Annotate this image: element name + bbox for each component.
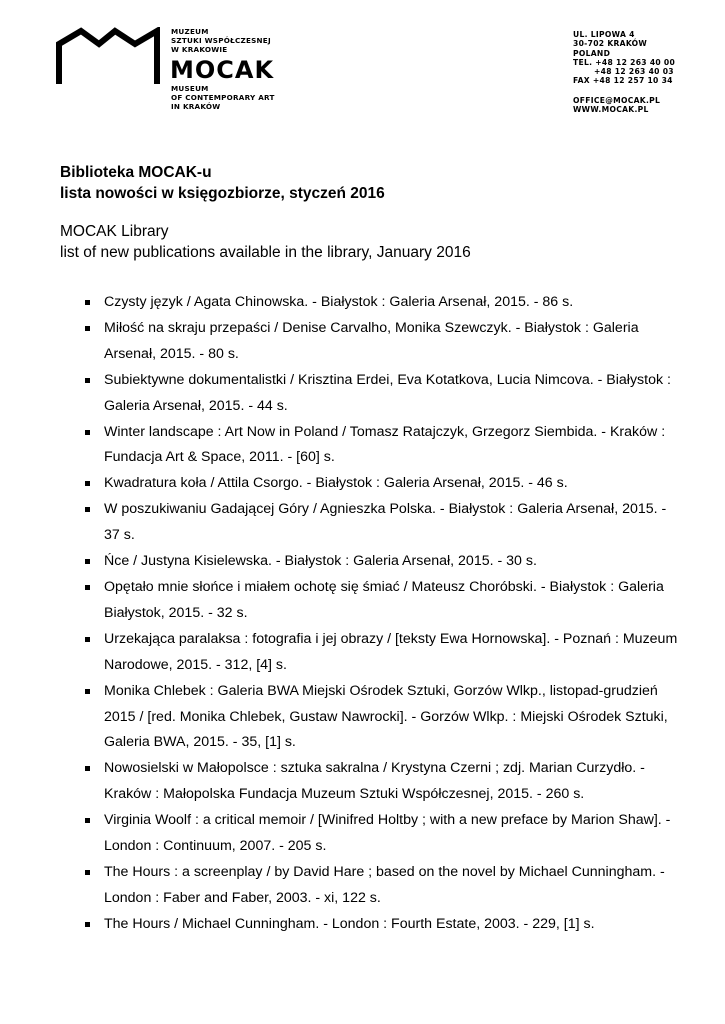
contact-street: UL. LIPOWA 4 <box>573 30 635 39</box>
contact-website-link[interactable]: WWW.MOCAK.PL <box>573 105 649 115</box>
museum-logo-text <box>171 27 275 111</box>
list-item: The Hours / Michael Cunningham. - London : Fourth Estate, 2003. - 229, [1] s. <box>60 912 680 938</box>
list-item: Urzekająca paralaksa : fotografia i jej obrazy / [teksty Ewa Hornowska]. - Poznań : Muzeum Narodowe, 2015. - 312, [4] s. <box>60 627 680 679</box>
logo-line: IN KRAKÓW <box>171 102 221 112</box>
list-item: Winter landscape : Art Now in Poland / Tomasz Ratajczyk, Grzegorz Siembida. - Kraków : Fundacja Art & Space, 2011. - [60] s. <box>60 420 680 472</box>
logo-name: MOCAK <box>170 55 275 84</box>
title-polish: Biblioteka MOCAK-u <box>60 164 212 181</box>
subtitle-english: list of new publications available in the library, January 2016 <box>60 244 471 261</box>
logo-line: SZTUKI WSPÓŁCZESNEJ <box>171 36 271 46</box>
list-item: Kwadratura koła / Attila Csorgo. - Białystok : Galeria Arsenał, 2015. - 46 s. <box>60 471 680 497</box>
logo-line: MUSEUM <box>171 83 209 93</box>
list-item: W poszukiwaniu Gadającej Góry / Agnieszka Polska. - Białystok : Galeria Arsenał, 2015. - 37 s. <box>60 497 680 549</box>
list-item: Monika Chlebek : Galeria BWA Miejski Ośrodek Sztuki, Gorzów Wlkp., listopad-grudzień 2015 / [red. Monika Chlebek, Gustaw Nawrocki]. - Gorzów Wlkp. : Miejski Ośrodek Sztuki, Galeria BWA, 2015. - 35, [1] s. <box>60 679 680 757</box>
logo-line: OF CONTEMPORARY ART <box>171 92 275 102</box>
list-item: The Hours : a screenplay / by David Hare ; based on the novel by Michael Cunningham. - London : Faber and Faber, 2003. - xi, 122 s. <box>60 860 680 912</box>
document-titles <box>60 162 471 263</box>
mocak-logo-icon <box>56 27 160 90</box>
contact-country: POLAND <box>573 48 611 58</box>
contact-block <box>573 30 675 114</box>
logo-line: W KRAKOWIE <box>171 45 228 55</box>
contact-tel: +48 12 263 40 03 <box>594 67 674 77</box>
list-item: Ńce / Justyna Kisielewska. - Białystok : Galeria Arsenał, 2015. - 30 s. <box>60 549 680 575</box>
contact-fax: FAX +48 12 257 10 34 <box>573 76 673 86</box>
contact-postal: 30-702 KRAKÓW <box>573 39 648 49</box>
subtitle-polish: lista nowości w księgozbiorze, styczeń 2016 <box>60 185 385 202</box>
list-item: Subiektywne dokumentalistki / Krisztina Erdei, Eva Kotatkova, Lucia Nimcova. - Białystok : Galeria Arsenał, 2015. - 44 s. <box>60 368 680 420</box>
list-item: Miłość na skraju przepaści / Denise Carvalho, Monika Szewczyk. - Białystok : Galeria Arsenał, 2015. - 80 s. <box>60 316 680 368</box>
list-item: Opętało mnie słońce i miałem ochotę się śmiać / Mateusz Choróbski. - Białystok : Galeria Białystok, 2015. - 32 s. <box>60 575 680 627</box>
list-item: Czysty język / Agata Chinowska. - Białystok : Galeria Arsenał, 2015. - 86 s. <box>60 290 680 316</box>
contact-email-link[interactable]: OFFICE@MOCAK.PL <box>573 95 661 105</box>
logo-line: MUZEUM <box>171 27 209 36</box>
list-item: Nowosielski w Małopolsce : sztuka sakralna / Krystyna Czerni ; zdj. Marian Curzydło. - Kraków : Małopolska Fundacja Muzeum Sztuki Współczesnej, 2015. - 260 s. <box>60 756 680 808</box>
contact-tel: TEL. +48 12 263 40 00 <box>573 57 676 67</box>
list-item: Virginia Woolf : a critical memoir / [Winifred Holtby ; with a new preface by Marion Shaw]. - London : Continuum, 2007. - 205 s. <box>60 808 680 860</box>
title-english: MOCAK Library <box>60 223 169 240</box>
publication-list <box>60 290 680 938</box>
